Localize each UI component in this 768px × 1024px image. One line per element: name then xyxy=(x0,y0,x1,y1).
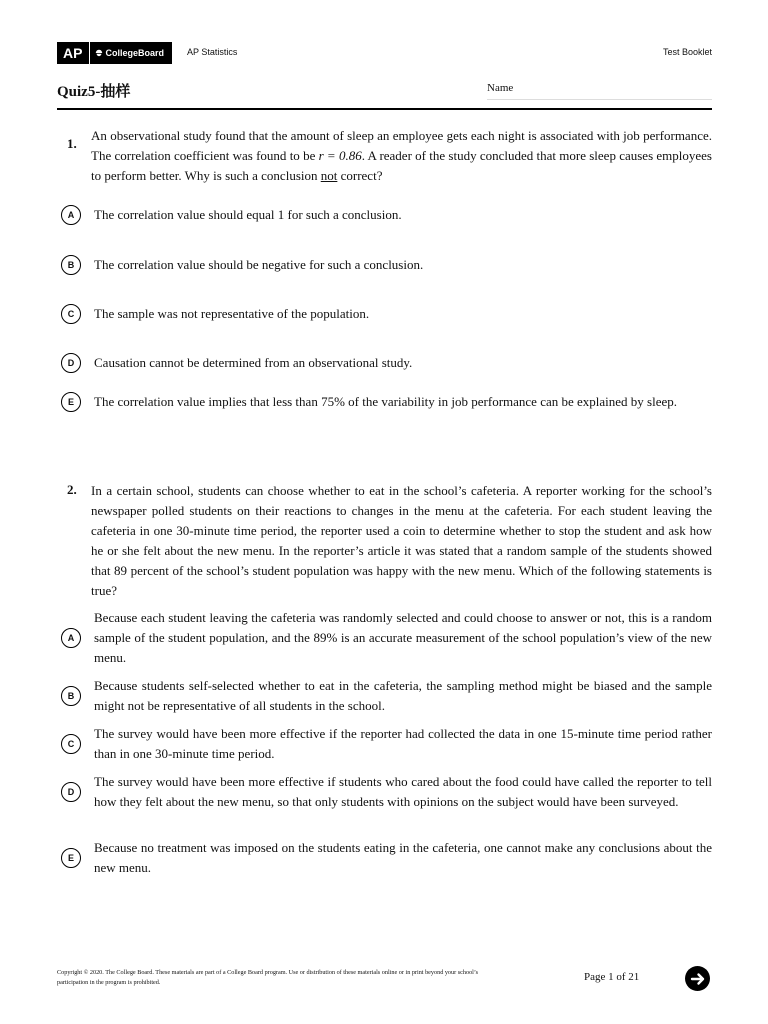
next-page-button[interactable] xyxy=(685,966,710,991)
question-1-option-e[interactable] xyxy=(61,392,712,412)
option-text: The correlation value should be negative for such a conclusion. xyxy=(94,257,424,272)
name-field[interactable] xyxy=(487,99,712,100)
logo-ap-text: AP xyxy=(57,42,90,64)
course-name: AP Statistics xyxy=(187,47,238,57)
question-1-option-b[interactable] xyxy=(61,255,712,275)
copyright-notice: Copyright © 2020. The College Board. These materials are part of a College Board program. Use or distribution of these materials online or in print beyond your school’s participation in the program is prohibited. xyxy=(57,969,479,986)
question-1-number: 1. xyxy=(67,136,77,151)
answer-bubble[interactable]: E xyxy=(61,848,81,868)
answer-bubble[interactable]: B xyxy=(61,255,81,275)
option-text: The sample was not representative of the population. xyxy=(94,306,370,321)
answer-bubble[interactable]: A xyxy=(61,205,81,225)
option-text: The correlation value implies that less than 75% of the variability in job performance can be explained by sleep. xyxy=(94,394,677,409)
logo-brand-label: CollegeBoard xyxy=(105,48,165,58)
question-1-stem xyxy=(91,126,712,186)
acorn-icon xyxy=(95,49,103,57)
question-1-stem-text-c: correct? xyxy=(337,168,383,183)
question-2-option-e[interactable] xyxy=(61,838,712,878)
option-text: The correlation value should equal 1 for such a conclusion. xyxy=(94,207,402,222)
question-2-option-a[interactable] xyxy=(61,608,712,668)
question-2-number: 2. xyxy=(67,482,77,497)
answer-bubble[interactable]: A xyxy=(61,628,81,648)
arrow-right-icon xyxy=(690,971,706,987)
answer-bubble[interactable]: D xyxy=(61,353,81,373)
header-divider xyxy=(57,108,712,110)
option-text: Because students self-selected whether to eat in the cafeteria, the sampling method might be biased and the sample might not be representative of all students in the school. xyxy=(94,678,712,713)
question-1-option-d[interactable] xyxy=(61,353,712,373)
page-title: Quiz5-抽样 xyxy=(57,84,131,100)
option-text: Because no treatment was imposed on the students eating in the cafeteria, one cannot make any conclusions about the new menu. xyxy=(94,840,712,875)
question-1-option-c[interactable] xyxy=(61,304,712,324)
question-1-option-a[interactable] xyxy=(61,205,712,225)
question-2-option-d[interactable] xyxy=(61,772,712,812)
page-indicator: Page 1 of 21 xyxy=(584,971,640,983)
name-label: Name xyxy=(487,82,514,94)
logo-brand-text xyxy=(90,48,164,58)
question-1-stem-text-a: An observational study found that the amount of sleep an employee gets each night is associated with job performance. The correlation coefficient was found to be xyxy=(91,128,712,163)
ap-collegeboard-logo xyxy=(57,42,172,64)
option-text: The survey would have been more effective if the reporter had collected the data in one 15-minute time period rather than in one 30-minute time period. xyxy=(94,726,712,761)
question-2-option-b[interactable] xyxy=(61,676,712,716)
answer-bubble[interactable]: C xyxy=(61,734,81,754)
answer-bubble[interactable]: B xyxy=(61,686,81,706)
question-2-option-c[interactable] xyxy=(61,724,712,764)
option-text: Causation cannot be determined from an observational study. xyxy=(94,355,413,370)
question-1-stem-math: r = 0.86 xyxy=(318,148,362,163)
option-text: The survey would have been more effective if students who cared about the food could have called the reporter to tell how they felt about the new menu, so that only students with opinions on the subject would have been surveyed. xyxy=(94,774,712,809)
answer-bubble[interactable]: E xyxy=(61,392,81,412)
question-1-stem-text-b: . A reader of the study concluded that more sleep causes employees to perform better. Why is such a conclusion xyxy=(91,148,712,183)
question-2-stem: In a certain school, students can choose whether to eat in the school’s cafeteria. A reporter working for the school’s newspaper polled students on their reactions to changes in the menu at the cafeteria. For each student leaving the cafeteria in one 30-minute time period, the reporter used a coin to determine whether to stop the student and ask how he or she felt about the new menu. In the reporter’s article it was stated that a random sample of the students showed that 89 percent of the school’s student population was happy with the new menu. Which of the following statements is true? xyxy=(91,483,712,598)
booklet-label: Test Booklet xyxy=(662,47,712,57)
option-text: Because each student leaving the cafeteria was randomly selected and could choose to answer or not, this is a random sample of the student population, and the 89% is an accurate measurement of the school population’s view of the new menu. xyxy=(94,610,712,665)
answer-bubble[interactable]: D xyxy=(61,782,81,802)
question-1-stem-underlined: not xyxy=(320,168,338,183)
answer-bubble[interactable]: C xyxy=(61,304,81,324)
